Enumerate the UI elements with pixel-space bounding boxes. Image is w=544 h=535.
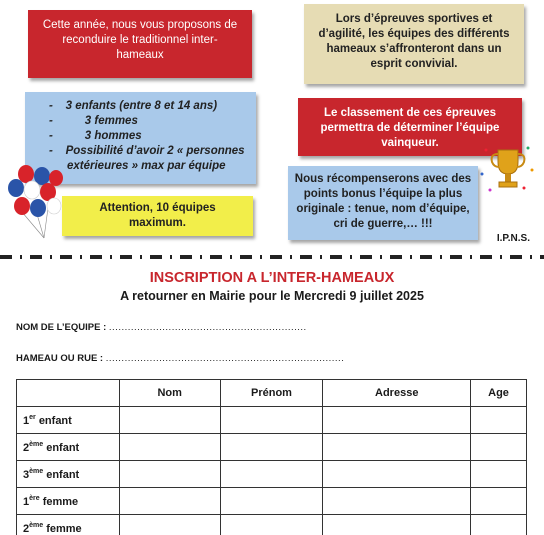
row-ordinal: ème <box>29 467 44 475</box>
cell-adresse[interactable] <box>323 515 471 535</box>
row-word: femme <box>42 495 79 508</box>
composition-line: - 3 hommes <box>49 130 142 142</box>
row-ordinal: ème <box>29 440 44 448</box>
inscription-subtitle: A retourner en Mairie pour le Mercredi 9 juillet 2025 <box>120 289 424 303</box>
ranking-line: vainqueur. <box>381 137 439 149</box>
hamlet-dots: ............................................................................ <box>105 353 345 364</box>
hamlet-field[interactable] <box>16 353 344 364</box>
column-header-prenom: Prénom <box>220 380 323 407</box>
attention-box <box>62 196 253 236</box>
column-header-nom: Nom <box>119 380 220 407</box>
table-row <box>17 407 527 434</box>
cell-adresse[interactable] <box>323 407 471 434</box>
bonus-box <box>288 166 478 240</box>
cell-prenom[interactable] <box>220 407 323 434</box>
cell-prenom[interactable] <box>220 434 323 461</box>
team-name-field[interactable] <box>16 322 307 333</box>
inscription-title: INSCRIPTION A L’INTER-HAMEAUX <box>149 270 395 286</box>
row-number: 1 <box>23 495 30 508</box>
row-number: 2 <box>23 441 30 454</box>
row-label <box>17 515 120 535</box>
composition-line: extérieures » max par équipe <box>67 160 226 172</box>
bonus-line: Nous récompenserons avec des <box>294 173 472 185</box>
cell-age[interactable] <box>471 434 527 461</box>
cell-adresse[interactable] <box>323 488 471 515</box>
row-word: enfant <box>46 441 80 454</box>
cut-line <box>0 255 544 259</box>
table-row <box>17 461 527 488</box>
ranking-line: Le classement de ces épreuves <box>324 107 496 119</box>
bonus-line: cri de guerre,… !!! <box>333 218 433 230</box>
cell-nom[interactable] <box>119 461 220 488</box>
composition-line: - 3 enfants (entre 8 et 14 ans) <box>49 100 218 112</box>
cell-prenom[interactable] <box>220 461 323 488</box>
attention-line: maximum. <box>129 217 186 229</box>
team-name-label: NOM DE L’EQUIPE : <box>16 322 107 333</box>
cell-nom[interactable] <box>119 515 220 535</box>
page-title <box>30 0 280 8</box>
sports-line: esprit convivial. <box>370 58 458 70</box>
hamlet-label: HAMEAU OU RUE : <box>16 353 104 364</box>
row-label <box>17 488 120 515</box>
registration-table <box>16 379 527 535</box>
column-header-adresse: Adresse <box>323 380 471 407</box>
bonus-line: originale : tenue, nom d’équipe, <box>296 203 470 215</box>
cell-age[interactable] <box>471 515 527 535</box>
ipns-mention: I.P.N.S. <box>496 233 530 244</box>
row-label <box>17 461 120 488</box>
sports-line: d’agilité, les équipes des différents <box>318 28 510 40</box>
intro-line: hameaux <box>116 49 164 61</box>
row-number: 1 <box>23 414 30 427</box>
intro-box <box>28 10 252 78</box>
row-ordinal: ème <box>29 521 44 529</box>
balloons-icon <box>4 164 68 240</box>
column-header-age: Age <box>471 380 527 407</box>
attention-line: Attention, 10 équipes <box>99 202 216 214</box>
cell-nom[interactable] <box>119 488 220 515</box>
trophy-icon <box>478 140 538 200</box>
column-header <box>17 380 120 407</box>
row-word: femme <box>46 522 82 535</box>
intro-line: Cette année, nous vous proposons de <box>42 19 238 31</box>
cell-adresse[interactable] <box>323 434 471 461</box>
cell-age[interactable] <box>471 461 527 488</box>
cell-nom[interactable] <box>119 434 220 461</box>
cell-prenom[interactable] <box>220 515 323 535</box>
row-word: enfant <box>38 414 72 427</box>
sports-box <box>304 4 524 84</box>
sports-line: hameaux s’affronteront dans un <box>326 43 502 55</box>
cell-nom[interactable] <box>119 407 220 434</box>
composition-line: - 3 femmes <box>49 115 138 127</box>
composition-line: - Possibilité d’avoir 2 « personnes <box>49 145 245 157</box>
cell-prenom[interactable] <box>220 488 323 515</box>
table-row <box>17 488 527 515</box>
cell-age[interactable] <box>471 488 527 515</box>
intro-line: reconduire le traditionnel inter- <box>62 34 218 46</box>
row-number: 2 <box>23 522 30 535</box>
table-row <box>17 434 527 461</box>
table-header-row <box>17 380 527 407</box>
row-word: enfant <box>46 468 80 481</box>
ranking-line: permettra de déterminer l’équipe <box>320 122 500 134</box>
row-ordinal: ère <box>29 494 40 502</box>
row-label <box>17 434 120 461</box>
cell-age[interactable] <box>471 407 527 434</box>
row-label <box>17 407 120 434</box>
team-name-dots: ............................................................... <box>108 322 307 333</box>
table-row <box>17 515 527 535</box>
cell-adresse[interactable] <box>323 461 471 488</box>
bonus-line: points bonus l’équipe la plus <box>303 188 463 200</box>
row-number: 3 <box>23 468 30 481</box>
sports-line: Lors d’épreuves sportives et <box>335 13 493 25</box>
row-ordinal: er <box>29 413 36 421</box>
